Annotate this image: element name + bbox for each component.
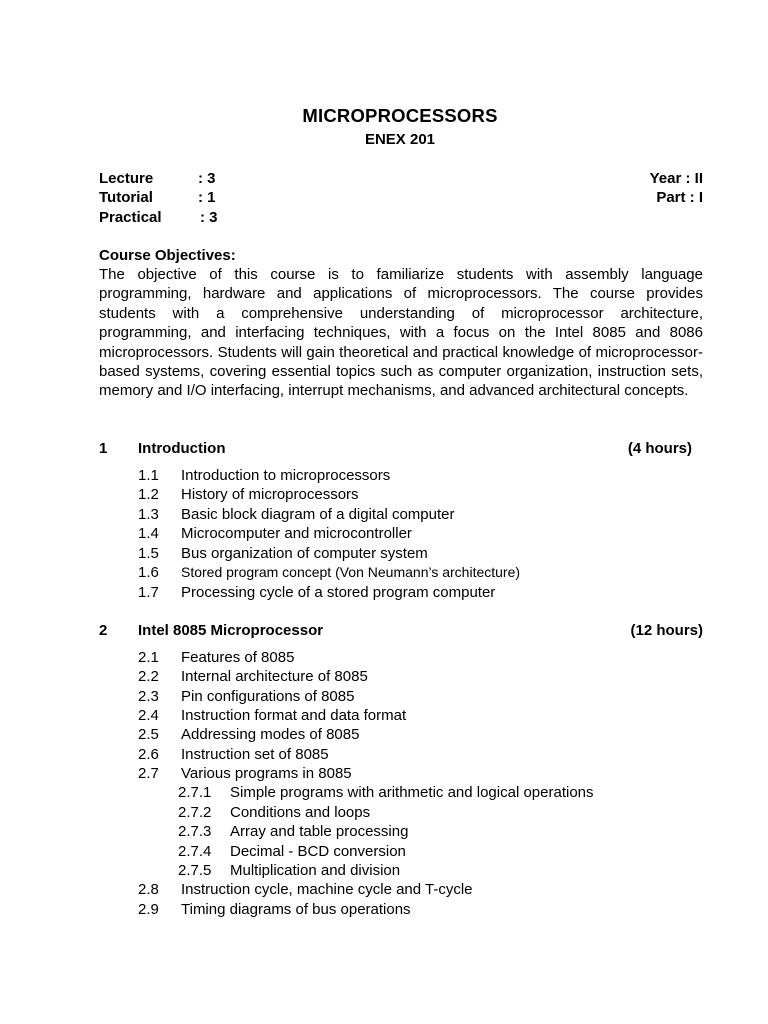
section-title: Introduction (138, 440, 226, 457)
item-text: Conditions and loops (230, 804, 371, 821)
tutorial-row (99, 189, 703, 209)
item-text: Multiplication and division (230, 862, 401, 879)
item-number: 1.1 (138, 467, 159, 484)
lecture-value: : 3 (198, 170, 216, 187)
year-value: Year : II (649, 170, 703, 187)
item-number: 2.3 (138, 688, 159, 705)
item-text: Various programs in 8085 (181, 765, 352, 782)
item-text: Array and table processing (230, 823, 409, 840)
item-number: 2.7 (138, 765, 159, 782)
practical-row (99, 209, 703, 229)
item-text: Features of 8085 (181, 649, 295, 666)
item-text: Timing diagrams of bus operations (181, 901, 411, 918)
objectives-text: The objective of this course is to familiarize students with assembly language programming, hardware and applications of microprocessors. The course provides students with a comprehensive understanding of microprocessor architecture, programming, and interfacing techniques, with a focus on the Intel 8085 and 8086 microprocessors. Students will gain theoretical and practical knowledge of microprocessor-based systems, covering essential topics such as computer organization, instruction sets, memory and I/O interfacing, interrupt mechanisms, and advanced architectural concepts. (99, 266, 703, 400)
practical-value: : 3 (200, 209, 218, 226)
item-text: Microcomputer and microcontroller (181, 525, 412, 542)
item-number: 2.6 (138, 746, 159, 763)
tutorial-value: : 1 (198, 189, 216, 206)
item-number: 2.9 (138, 901, 159, 918)
item-number: 2.8 (138, 881, 159, 898)
item-text: Bus organization of computer system (181, 545, 428, 562)
item-number: 2.2 (138, 668, 159, 685)
section-hours: (12 hours) (630, 622, 703, 639)
item-text: Internal architecture of 8085 (181, 668, 368, 685)
item-text: Instruction cycle, machine cycle and T-cycle (181, 881, 473, 898)
item-number: 1.5 (138, 545, 159, 562)
item-number: 2.4 (138, 707, 159, 724)
item-number: 2.1 (138, 649, 159, 666)
lecture-label: Lecture (99, 170, 154, 187)
item-number: 2.7.5 (178, 862, 212, 879)
item-text: History of microprocessors (181, 486, 359, 503)
section-hours: (4 hours) (627, 440, 692, 457)
item-number: 1.3 (138, 506, 159, 523)
item-number: 2.5 (138, 726, 159, 743)
part-value: Part : I (656, 189, 703, 206)
item-number: 1.4 (138, 525, 159, 542)
objectives-heading: Course Objectives: (99, 247, 236, 264)
section-title: Intel 8085 Microprocessor (138, 622, 324, 639)
course-title: MICROPROCESSORS (302, 105, 498, 126)
item-text: Basic block diagram of a digital computer (181, 506, 455, 523)
item-text: Simple programs with arithmetic and logical operations (230, 784, 594, 801)
item-number: 1.2 (138, 486, 159, 503)
item-text: Pin configurations of 8085 (181, 688, 355, 705)
lecture-row (99, 170, 703, 190)
item-number: 1.6 (138, 564, 159, 581)
course-code: ENEX 201 (364, 131, 436, 148)
item-number: 2.7.4 (178, 843, 212, 860)
item-number: 2.7.2 (178, 804, 212, 821)
section-number: 1 (99, 440, 108, 457)
item-text: Instruction set of 8085 (181, 746, 329, 763)
section-number: 2 (99, 622, 108, 639)
item-number: 2.7.1 (178, 784, 212, 801)
item-text: Decimal - BCD conversion (230, 843, 406, 860)
item-text: Processing cycle of a stored program computer (181, 584, 496, 601)
section-2-header (99, 622, 703, 642)
item-text: Introduction to microprocessors (181, 467, 391, 484)
section-1-header (99, 440, 703, 460)
item-text: Instruction format and data format (181, 707, 407, 724)
item-text: Stored program concept (Von Neumann’s architecture) (181, 564, 521, 580)
item-text: Addressing modes of 8085 (181, 726, 360, 743)
item-number: 2.7.3 (178, 823, 212, 840)
tutorial-label: Tutorial (99, 189, 153, 206)
item-number: 1.7 (138, 584, 159, 601)
practical-label: Practical (99, 209, 162, 226)
